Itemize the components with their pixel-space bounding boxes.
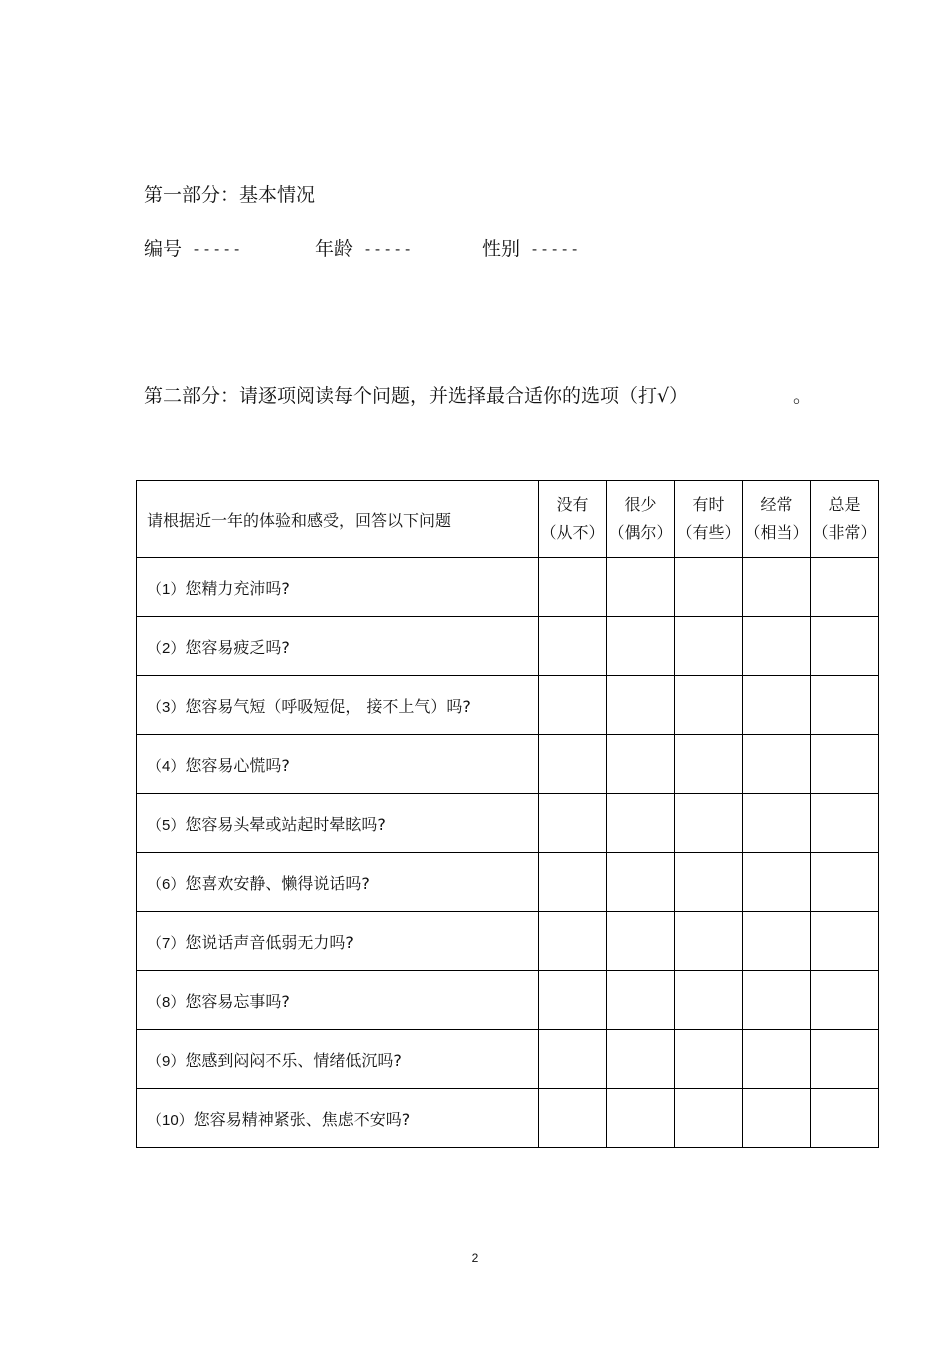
answer-cell-sometimes[interactable] [675,853,743,912]
question-header: 请根据近一年的体验和感受，回答以下问题 [137,481,539,558]
option-header-often [743,481,811,558]
answer-cell-rarely[interactable] [607,971,675,1030]
question-number: （10） [147,1111,194,1129]
answer-cell-sometimes[interactable] [675,617,743,676]
table-row [137,971,879,1030]
answer-cell-always[interactable] [811,794,879,853]
question-cell [137,558,539,617]
option-header-line1: 没有 [556,495,589,514]
answer-cell-never[interactable] [539,558,607,617]
option-header-line2: （非常） [812,523,877,542]
answer-cell-sometimes[interactable] [675,971,743,1030]
answer-cell-always[interactable] [811,912,879,971]
question-text: 您容易头晕或站起时晕眩吗? [185,814,386,834]
option-header-line2: （偶尔） [608,523,673,542]
answer-cell-often[interactable] [743,558,811,617]
question-cell [137,735,539,794]
question-number: （7） [147,934,186,952]
question-text: 您感到闷闷不乐、情绪低沉吗? [185,1050,402,1070]
question-cell [137,912,539,971]
answer-cell-sometimes[interactable] [675,794,743,853]
answer-cell-rarely[interactable] [607,558,675,617]
question-number: （8） [147,993,186,1011]
table-row [137,558,879,617]
question-text: 您容易精神紧张、焦虑不安吗? [193,1109,411,1129]
question-number: （9） [147,1052,186,1070]
answer-cell-sometimes[interactable] [675,1089,743,1148]
option-header-line1: 经常 [760,495,793,514]
answer-cell-rarely[interactable] [607,676,675,735]
question-text: 您容易忘事吗? [185,991,290,1011]
question-text: 您容易气短（呼吸短促， 接不上气）吗? [185,696,471,716]
part2-period: 。 [793,385,813,407]
table-row [137,735,879,794]
question-cell [137,1089,539,1148]
answer-cell-never[interactable] [539,971,607,1030]
question-rows [137,558,879,1148]
answer-cell-never[interactable] [539,617,607,676]
question-text: 您精力充沛吗? [185,578,290,598]
option-header-line1: 有时 [692,495,725,514]
answer-cell-never[interactable] [539,1030,607,1089]
table-row [137,1030,879,1089]
option-header-sometimes [675,481,743,558]
field-age[interactable] [315,234,413,261]
question-number: （5） [147,816,186,834]
question-text: 您容易心慌吗? [185,755,290,775]
question-cell [137,617,539,676]
field-id[interactable] [144,234,242,261]
question-number: （2） [147,639,186,657]
survey-table [136,480,879,1148]
answer-cell-sometimes[interactable] [675,912,743,971]
field-id-blank[interactable]: ----- [192,240,243,258]
question-cell [137,853,539,912]
question-number: （6） [147,875,186,893]
answer-cell-often[interactable] [743,735,811,794]
answer-cell-always[interactable] [811,735,879,794]
answer-cell-never[interactable] [539,794,607,853]
answer-cell-rarely[interactable] [607,912,675,971]
table-row [137,794,879,853]
answer-cell-sometimes[interactable] [675,735,743,794]
question-number: （3） [147,698,186,716]
answer-cell-never[interactable] [539,853,607,912]
option-header-line1: 很少 [624,495,657,514]
question-cell [137,971,539,1030]
answer-cell-always[interactable] [811,971,879,1030]
answer-cell-rarely[interactable] [607,617,675,676]
answer-cell-rarely[interactable] [607,794,675,853]
table-row [137,912,879,971]
field-gender-blank[interactable]: ----- [530,240,581,258]
field-id-label: 编号 [144,238,183,260]
answer-cell-always[interactable] [811,676,879,735]
answer-cell-sometimes[interactable] [675,1030,743,1089]
answer-cell-never[interactable] [539,735,607,794]
part2-instruction: 第二部分：请逐项阅读每个问题，并选择最合适你的选项（打√） [144,385,689,407]
option-header-line2: （相当） [744,523,809,542]
option-header-line1: 总是 [828,495,861,514]
question-cell [137,1030,539,1089]
answer-cell-always[interactable] [811,853,879,912]
answer-cell-rarely[interactable] [607,1030,675,1089]
field-age-blank[interactable]: ----- [363,240,414,258]
answer-cell-often[interactable] [743,676,811,735]
answer-cell-often[interactable] [743,617,811,676]
option-header-line2: （从不） [540,523,605,542]
option-header-always [811,481,879,558]
field-age-label: 年龄 [315,238,354,260]
answer-cell-never[interactable] [539,676,607,735]
answer-cell-often[interactable] [743,853,811,912]
answer-cell-sometimes[interactable] [675,558,743,617]
question-cell [137,676,539,735]
answer-cell-always[interactable] [811,1030,879,1089]
table-row [137,1089,879,1148]
answer-cell-often[interactable] [743,1030,811,1089]
answer-cell-often[interactable] [743,971,811,1030]
answer-cell-rarely[interactable] [607,1089,675,1148]
table-header-row [137,481,879,558]
question-number: （4） [147,757,186,775]
answer-cell-sometimes[interactable] [675,676,743,735]
answer-cell-often[interactable] [743,912,811,971]
option-header-never [539,481,607,558]
question-number: （1） [147,580,186,598]
table-row [137,853,879,912]
table-row [137,617,879,676]
answer-cell-never[interactable] [539,912,607,971]
field-gender-label: 性别 [482,238,521,260]
answer-cell-often[interactable] [743,794,811,853]
answer-cell-never[interactable] [539,1089,607,1148]
field-gender[interactable] [482,234,580,261]
option-header-line2: （有些） [676,523,741,542]
table-row [137,676,879,735]
answer-cell-always[interactable] [811,1089,879,1148]
part1-title: 第一部分：基本情况 [144,184,316,206]
answer-cell-always[interactable] [811,617,879,676]
question-text: 您喜欢安静、懒得说话吗? [185,873,370,893]
answer-cell-rarely[interactable] [607,735,675,794]
question-text: 您容易疲乏吗? [185,637,290,657]
answer-cell-often[interactable] [743,1089,811,1148]
answer-cell-always[interactable] [811,558,879,617]
question-cell [137,794,539,853]
answer-cell-rarely[interactable] [607,853,675,912]
question-text: 您说话声音低弱无力吗? [185,932,354,952]
option-header-rarely [607,481,675,558]
page-number: 2 [471,1251,479,1265]
